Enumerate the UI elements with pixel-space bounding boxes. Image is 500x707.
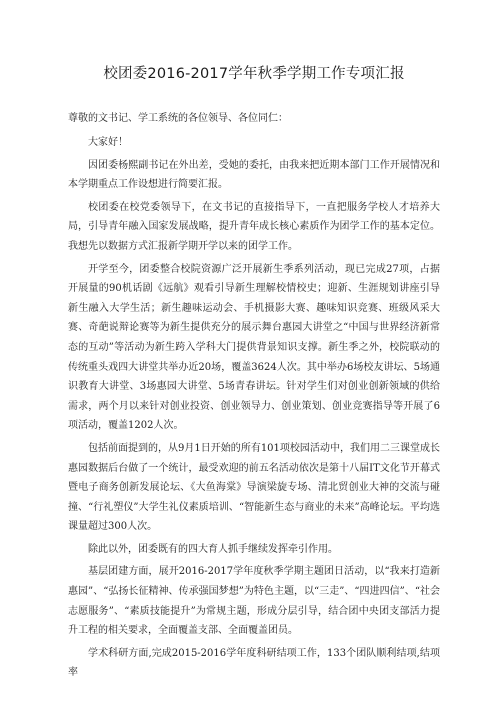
paragraph-greeting: 大家好！ [88,137,128,148]
paragraph-grassroots: 基层团建方面，展开2016-2017学年度秋季学期主题团日活动，以“我来打造新惠园”、“弘扬长征精神、传承强国梦想”为特色主题，以“三走”、“四进四信”、“社会志愿服务”、“素质技能提升”为常规主题，形成分层引导，结合团中央团支部活力提升工程的相关要求，全面覆盖支部、全面覆盖团员。 [68,566,440,637]
paragraph-freshman-season: 开学至今，团委整合校院资源广泛开展新生季系列活动，现已完成27项，占据开展量的90机话剧《远航》观看引导新生理解校情校史；迎新、生涯规划讲座引导新生融入大学生活；新生趣味运动会、手机摄影大赛、趣味知识竞赛、班级风采大赛、奇葩说辩论赛等为新生提供充分的展示舞台惠园大讲堂之“中国与世界经济新常态的互动”等活动为新生跨入学科大门提供背景知识支撑。新生季之外，校院联动的传统重头戏四大讲堂共举办近20场，覆盖3624人次。其中举办6场校友讲坛、5场通识教育大讲堂、3场惠园大讲堂、5场青春讲坛。针对学生们对创业创新领域的供给需求，两个月以来针对创业投资、创业领导力、创业策划、创业竞赛指导等开展了6项活动，覆盖1202人次。 [68,263,440,432]
paragraph-positioning: 校团委在校党委领导下，在文书记的直接指导下，一直把服务学校人才培养大局，引导青年融入国家发展战略，提升青年成长核心素质作为团学工作的基本定位。我想先以数据方式汇报新学期开学以来的团学工作。 [68,201,440,252]
salutation: 尊敬的文书记、学工系统的各位领导、各位同仁： [68,113,288,124]
paragraph-four-pillars: 除此以外，团委既有的四大育人抓手继续发挥牵引作用。 [88,543,338,555]
paragraph-research: 学术科研方面,完成2015-2016学年度科研结项工作，133个团队顺利结项,结项率 [68,647,440,679]
paragraph-activity-statistics: 包括前面提到的，从9月1日开始的所有101项校园活动中，我们用二三课堂成长惠园数据后台做了一个统计，最受欢迎的前五名活动依次是第十八届IT文化节开幕式暨电子商务创新发展论坛、《大鱼海棠》导演梁旋专场、清北贸创业大神的交流与碰撞、“行礼塑仪”大学生礼仪素质培训、“智能新生态与商业的未来”高峰论坛。平均选课量超过300人次。 [68,442,440,533]
paragraph-intro: 因团委杨熙副书记在外出差，受她的委托，由我来把近期本部门工作开展情况和本学期重点工作设想进行简要汇报。 [68,159,440,191]
document-title: 校团委2016-2017学年秋季学期工作专项汇报 [103,66,405,82]
